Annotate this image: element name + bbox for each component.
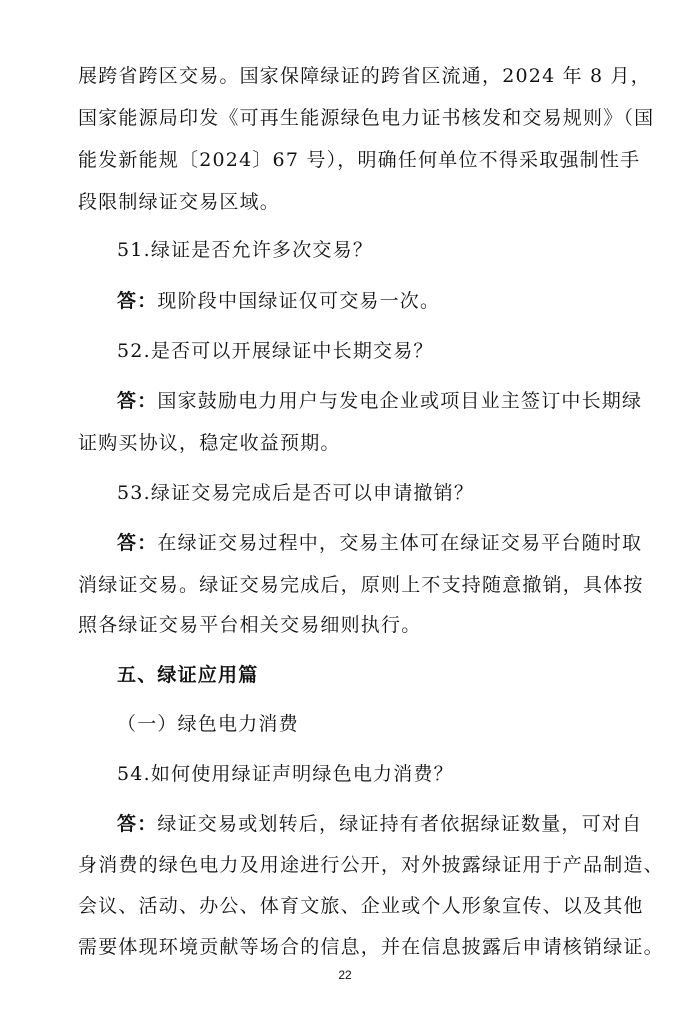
paragraph-line: 身消费的绿色电力及用途进行公开，对外披露绿证用于产品制造、 (78, 854, 664, 876)
paragraph-line: 会议、活动、办公、体育文旅、企业或个人形象宣传、以及其他 (78, 895, 644, 917)
question-52: 52.是否可以开展绿证中长期交易？ (117, 340, 434, 362)
answer-text: 现阶段中国绿证仅可交易一次。 (157, 290, 441, 312)
answer-53 (117, 531, 643, 555)
section-heading: 五、绿证应用篇 (117, 664, 259, 686)
paragraph-line: 国家能源局印发《可再生能源绿色电力证书核发和交易规则》（国 (78, 107, 655, 129)
paragraph-line: 能发新能规〔2024〕67 号），明确任何单位不得采取强制性手 (78, 149, 641, 171)
question-53: 53.绿证交易完成后是否可以申请撤销？ (117, 482, 475, 504)
answer-54 (117, 812, 643, 836)
question-54: 54.如何使用绿证声明绿色电力消费？ (117, 763, 454, 785)
paragraph-line: 段限制绿证交易区域。 (78, 191, 281, 213)
paragraph-line: 展跨省跨区交易。国家保障绿证的跨省区流通，2024 年 8 月， (78, 65, 651, 87)
answer-text: 绿证交易或划转后，绿证持有者依据绿证数量，可对自 (157, 813, 643, 835)
answer-label: 答： (117, 532, 158, 554)
answer-text: 在绿证交易过程中，交易主体可在绿证交易平台随时取 (157, 532, 643, 554)
question-51: 51.绿证是否允许多次交易？ (117, 239, 374, 261)
page-number: 22 (338, 968, 352, 982)
answer-label: 答： (117, 813, 158, 835)
answer-52 (117, 389, 643, 413)
paragraph-line: 消绿证交易。绿证交易完成后，原则上不支持随意撤销，具体按 (78, 574, 644, 596)
paragraph-line: 需要体现环境贡献等场合的信息，并在信息披露后申请核销绿证。 (78, 936, 664, 958)
paragraph-line: 照各绿证交易平台相关交易细则执行。 (78, 614, 422, 636)
subsection-heading: （一）绿色电力消费 (117, 713, 299, 735)
answer-51 (117, 289, 637, 313)
answer-label: 答： (117, 390, 158, 412)
answer-text: 国家鼓励电力用户与发电企业或项目业主签订中长期绿 (157, 390, 643, 412)
paragraph-line: 证购买协议，稳定收益预期。 (78, 432, 341, 454)
answer-label: 答： (117, 290, 158, 312)
